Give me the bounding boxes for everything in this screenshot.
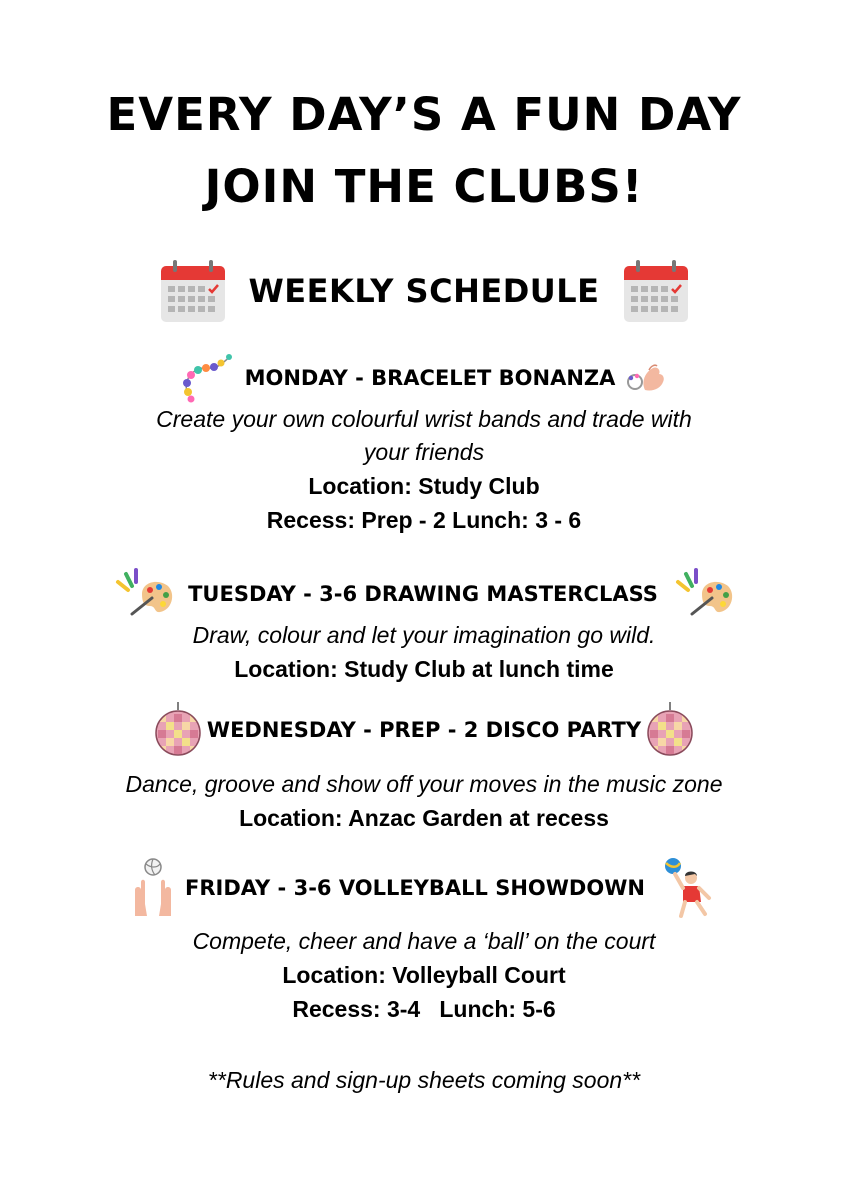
club-wednesday-title: WEDNESDAY - PREP - 2 DISCO PARTY bbox=[206, 718, 642, 742]
club-wednesday-description: Dance, groove and show off your moves in the music zone bbox=[125, 771, 723, 797]
main-title-line-2: JOIN THE CLUBS! bbox=[204, 160, 644, 213]
club-friday-times: Recess: 3-4 Lunch: 5-6 bbox=[292, 996, 556, 1022]
disco-ball-icon bbox=[645, 702, 695, 758]
club-monday-title: MONDAY - BRACELET BONANZA bbox=[244, 366, 616, 390]
club-friday-header bbox=[0, 856, 848, 920]
club-friday-location: Location: Volleyball Court bbox=[282, 962, 566, 988]
club-monday-description-line-2: your friends bbox=[363, 439, 485, 465]
weekly-schedule-title: WEEKLY SCHEDULE bbox=[248, 272, 600, 310]
club-tuesday-description: Draw, colour and let your imagination go wild. bbox=[192, 622, 656, 648]
club-tuesday-header bbox=[0, 568, 848, 620]
club-friday-title: FRIDAY - 3-6 VOLLEYBALL SHOWDOWN bbox=[185, 876, 645, 900]
bead-bracelet-icon bbox=[179, 352, 237, 404]
calendar-icon bbox=[622, 258, 690, 324]
club-monday-location: Location: Study Club bbox=[308, 473, 540, 499]
club-wednesday-header bbox=[0, 702, 848, 758]
disco-ball-icon bbox=[153, 702, 203, 758]
club-wednesday-location: Location: Anzac Garden at recess bbox=[239, 805, 609, 831]
club-monday-times: Recess: Prep - 2 Lunch: 3 - 6 bbox=[266, 507, 582, 533]
club-monday-header bbox=[0, 352, 848, 404]
club-tuesday-title: TUESDAY - 3-6 DRAWING MASTERCLASS bbox=[188, 582, 658, 606]
hands-volleyball-icon bbox=[131, 858, 175, 918]
main-title-line-1: EVERY DAY’S A FUN DAY bbox=[106, 88, 742, 141]
club-tuesday-location: Location: Study Club at lunch time bbox=[234, 656, 614, 682]
weekly-schedule-header bbox=[0, 258, 848, 324]
footer-note: **Rules and sign-up sheets coming soon** bbox=[207, 1067, 641, 1093]
paint-palette-icon bbox=[112, 568, 176, 620]
club-monday-description-line-1: Create your own colourful wrist bands and trade with bbox=[156, 406, 692, 432]
hand-tying-bracelet-icon bbox=[623, 360, 669, 396]
volleyball-player-icon bbox=[661, 856, 717, 920]
paint-palette-icon bbox=[672, 568, 736, 620]
club-friday-description: Compete, cheer and have a ‘ball’ on the court bbox=[192, 928, 656, 954]
calendar-icon bbox=[159, 258, 227, 324]
